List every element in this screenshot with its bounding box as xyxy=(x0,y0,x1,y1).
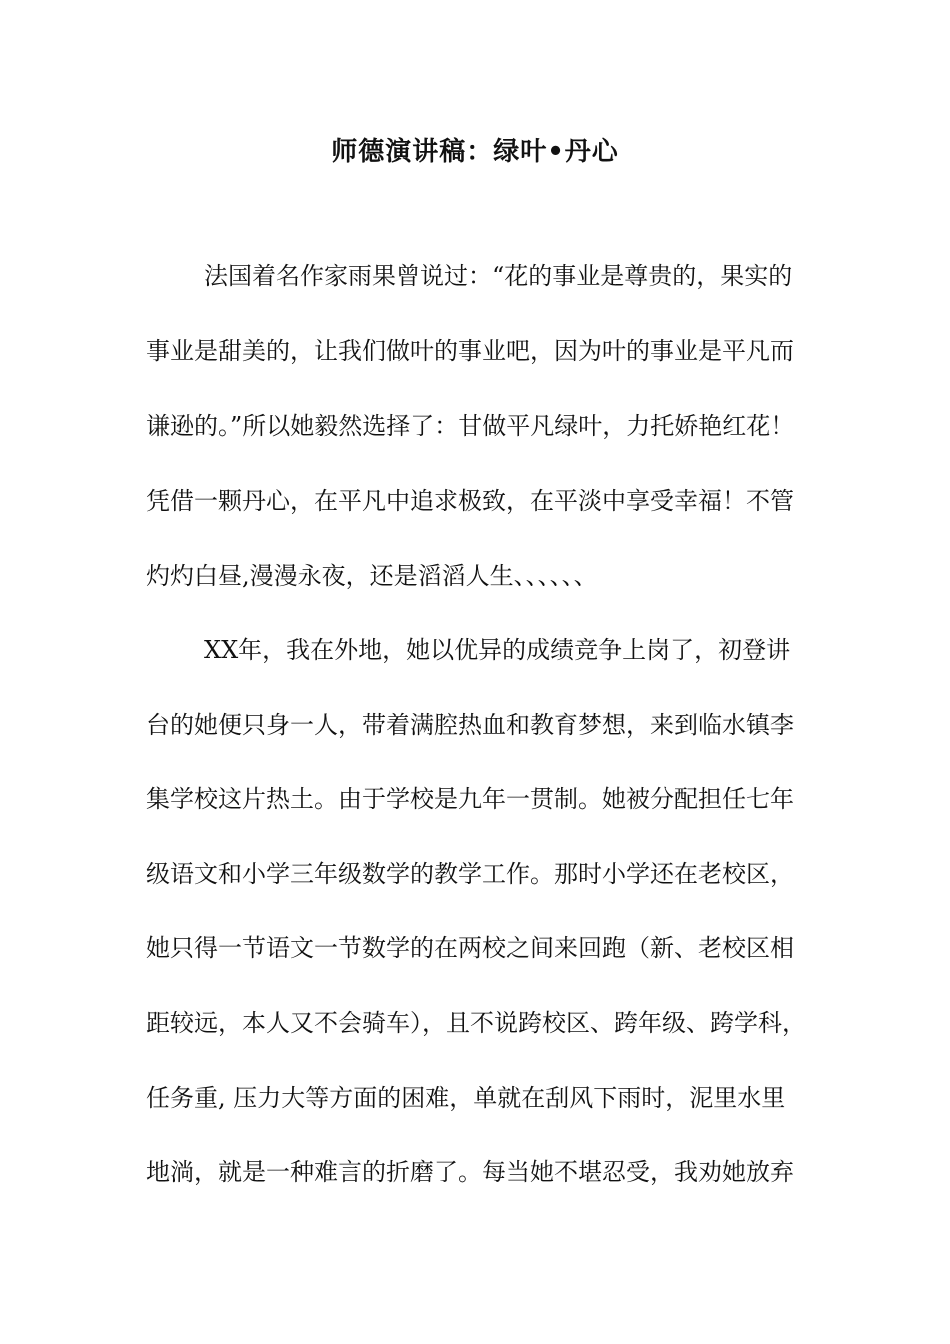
document-title: 师德演讲稿：绿叶•丹心 xyxy=(331,137,619,167)
paragraph-2-line-6: 距较远，本人又不会骑车），且不说跨校区、跨年级、跨学科， xyxy=(146,1009,806,1037)
paragraph-2-line-8: 地淌，就是一种难言的折磨了。每当她不堪忍受，我劝她放弃 xyxy=(146,1158,794,1186)
paragraph-2-line-2: 台的她便只身一人，带着满腔热血和教育梦想，来到临水镇李 xyxy=(146,711,794,739)
paragraph-1-line-1: 法国着名作家雨果曾说过：“花的事业是尊贵的，果实的 xyxy=(204,262,793,290)
paragraph-1-line-2: 事业是甜美的，让我们做叶的事业吧，因为叶的事业是平凡而 xyxy=(146,337,794,365)
paragraph-1-line-4: 凭借一颗丹心，在平凡中追求极致，在平淡中享受幸福！不管 xyxy=(146,487,794,515)
paragraph-2-line-7: 任务重, 压力大等方面的困难，单就在刮风下雨时，泥里水里 xyxy=(146,1084,786,1112)
paragraph-2-line-4: 级语文和小学三年级数学的教学工作。那时小学还在老校区， xyxy=(146,860,794,888)
paragraph-2-line-5: 她只得一节语文一节数学的在两校之间来回跑（新、老校区相 xyxy=(146,934,794,962)
paragraph-2-line-1: XX年，我在外地，她以优异的成绩竞争上岗了，初登讲 xyxy=(204,636,791,664)
paragraph-2-line-3: 集学校这片热土。由于学校是九年一贯制。她被分配担任七年 xyxy=(146,785,794,813)
paragraph-1-line-5: 灼灼白昼,漫漫永夜，还是滔滔人生、、、、、、 xyxy=(146,562,598,590)
paragraph-1-line-3: 谦逊的。”所以她毅然选择了：甘做平凡绿叶，力托娇艳红花！ xyxy=(146,412,795,440)
